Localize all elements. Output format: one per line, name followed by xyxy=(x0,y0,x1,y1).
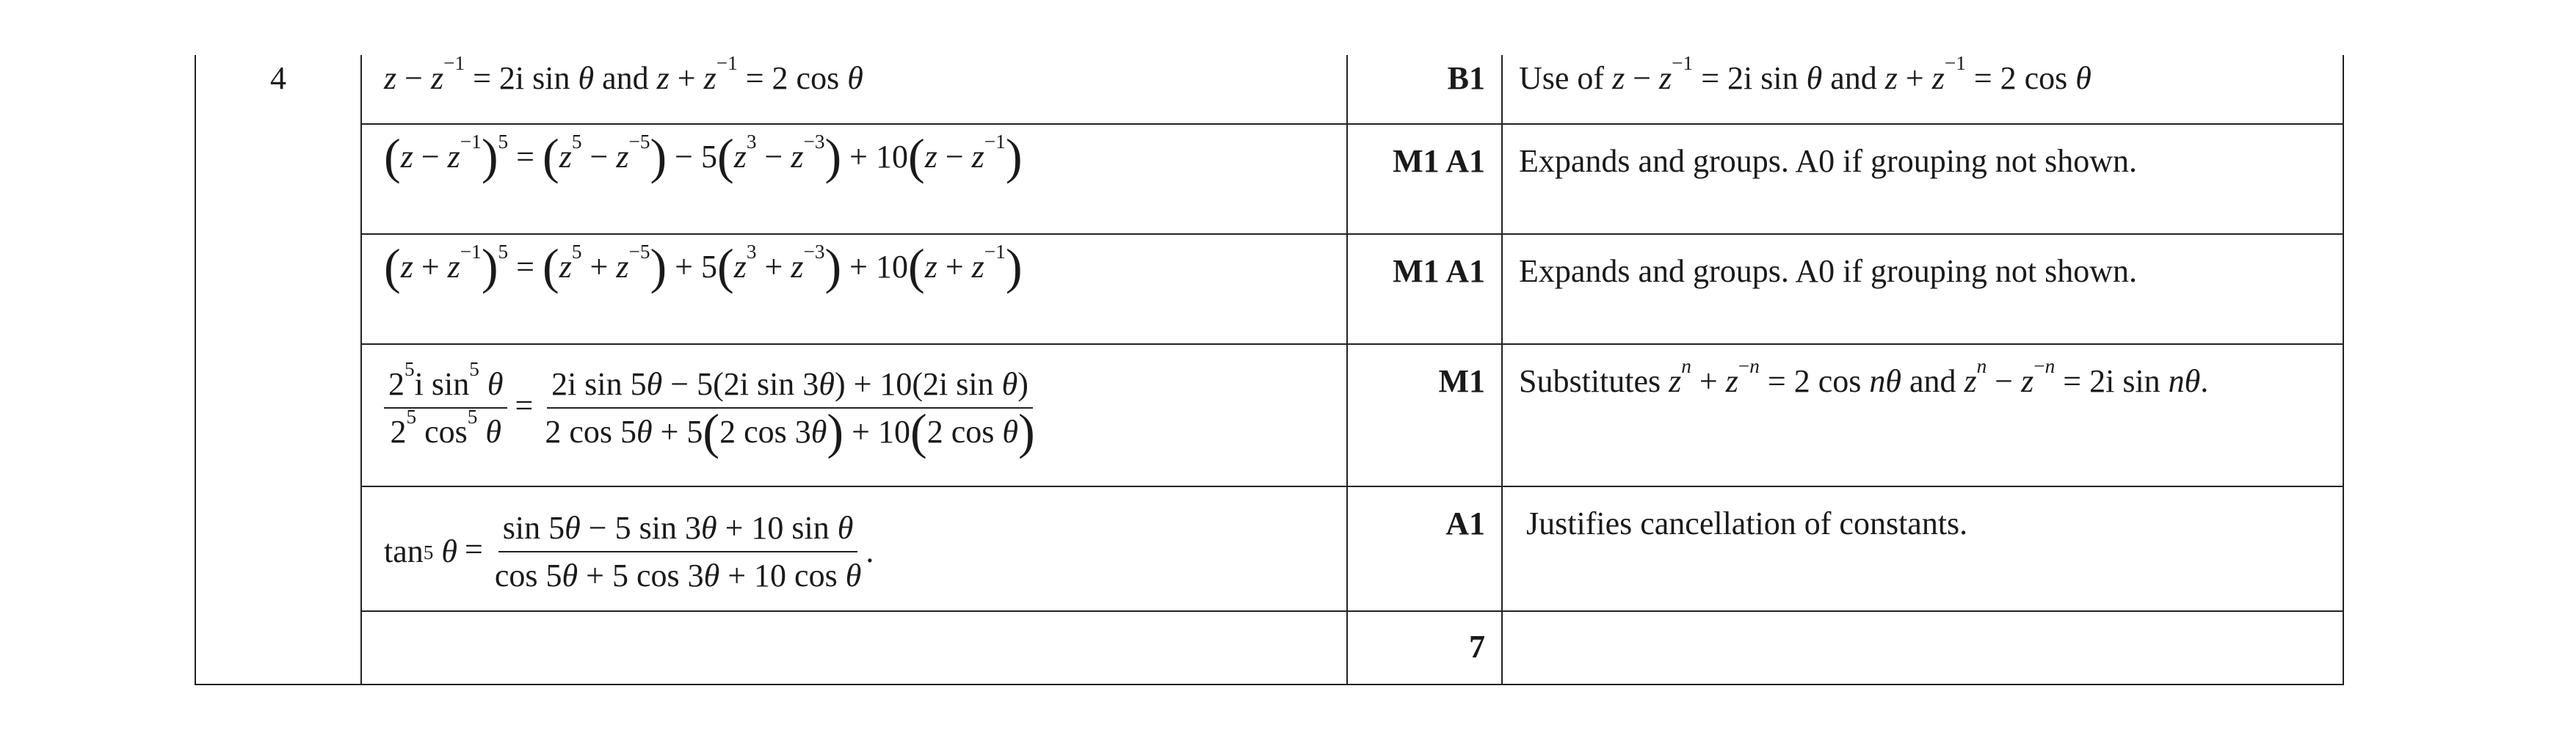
marks-value: M1 xyxy=(1438,363,1485,399)
working-cell xyxy=(361,234,1347,344)
marks-value: B1 xyxy=(1447,60,1485,96)
marks-cell xyxy=(1347,344,1502,486)
guidance-cell xyxy=(1502,611,2343,685)
table-row xyxy=(195,486,2343,611)
total-marks-cell xyxy=(1347,611,1502,685)
working-expression: $(z - z^{-1})^5 = (z^5 - z^{-5}) - 5(z^3 - z^{-3}) + 10(z - z^{-1})$ xyxy=(384,128,1023,185)
working-cell xyxy=(361,486,1347,611)
working-expression: $z - z^{-1} = 2i$ sin θ and $z + z^{-1} = 2$ cos θ xyxy=(384,52,863,96)
guidance-cell xyxy=(1502,344,2343,486)
question-number: 4 xyxy=(270,60,286,96)
marks-cell xyxy=(1347,55,1502,124)
marks-cell xyxy=(1347,124,1502,234)
guidance-cell xyxy=(1502,486,2343,611)
table-row xyxy=(195,55,2343,124)
marks-value: M1 A1 xyxy=(1393,143,1485,179)
table-row xyxy=(195,234,2343,344)
guidance-cell xyxy=(1502,52,2343,124)
marks-value: M1 A1 xyxy=(1393,253,1485,289)
guidance-cell xyxy=(1502,234,2343,344)
working-cell xyxy=(361,344,1347,486)
working-cell xyxy=(361,124,1347,234)
working-cell xyxy=(361,611,1347,685)
question-number-cell xyxy=(195,55,361,685)
table-row xyxy=(195,344,2343,486)
table-row xyxy=(195,124,2343,234)
marks-cell xyxy=(1347,486,1502,611)
mark-scheme-table xyxy=(195,52,2344,685)
guidance-text: Expands and groups. A0 if grouping not shown. xyxy=(1519,143,2138,179)
fraction-tan: $\frac{\text{sin 5θ − 5 sin 3θ + 10 sin θ}}{\text{cos 5θ + 5 cos 3θ + 10 cos θ}}$ xyxy=(494,510,862,594)
guidance-text: Use of $z - z^{-1} = 2i$ sin θ and $z + z^{-1} = 2$ cos θ xyxy=(1519,52,2091,96)
working-expression: tan 5 θ = $\frac{\text{sin 5θ − 5 sin 3θ + 10 sin θ}}{\text{cos 5θ + 5 cos 3θ + 10 cos θ}}$ . xyxy=(384,487,1346,596)
fraction-lhs: $\frac{2^5i \sin^5 \theta}{2^5 \cos^5 \theta}$ xyxy=(384,365,507,452)
fraction-rhs: $\frac{\text{2i sin 5θ − 5(2i sin 3θ) + 10(2i sin θ)}}{\text{2 cos 5θ + 5(2 cos 3θ) + 10(2 cos θ)}}$ xyxy=(545,366,1035,459)
working-cell xyxy=(361,52,1347,124)
marks-cell xyxy=(1347,234,1502,344)
guidance-text: Expands and groups. A0 if grouping not shown. xyxy=(1519,253,2138,289)
marks-value: A1 xyxy=(1445,505,1485,541)
working-expression: $\frac{2^5i \sin^5 \theta}{2^5 \cos^5 \theta}$ = $\frac{\text{2i sin 5θ − 5(2i sin 3θ) + 10(2i sin θ)}}{\text{2 cos 5θ + 5(2 cos 3θ) + 10(2 cos θ)}}$ xyxy=(384,345,1346,452)
guidance-cell xyxy=(1502,124,2343,234)
guidance-text: Substitutes $z^n + z^{-n} = 2$ cos nθ and $z^n - z^{-n} = 2i$ sin nθ. xyxy=(1519,355,2209,399)
total-row xyxy=(195,611,2343,685)
guidance-text: Justifies cancellation of constants. xyxy=(1526,505,1968,541)
total-marks: 7 xyxy=(1469,629,1485,665)
working-expression: $(z + z^{-1})^5 = (z^5 + z^{-5}) + 5(z^3 + z^{-3}) + 10(z + z^{-1})$ xyxy=(384,238,1023,295)
